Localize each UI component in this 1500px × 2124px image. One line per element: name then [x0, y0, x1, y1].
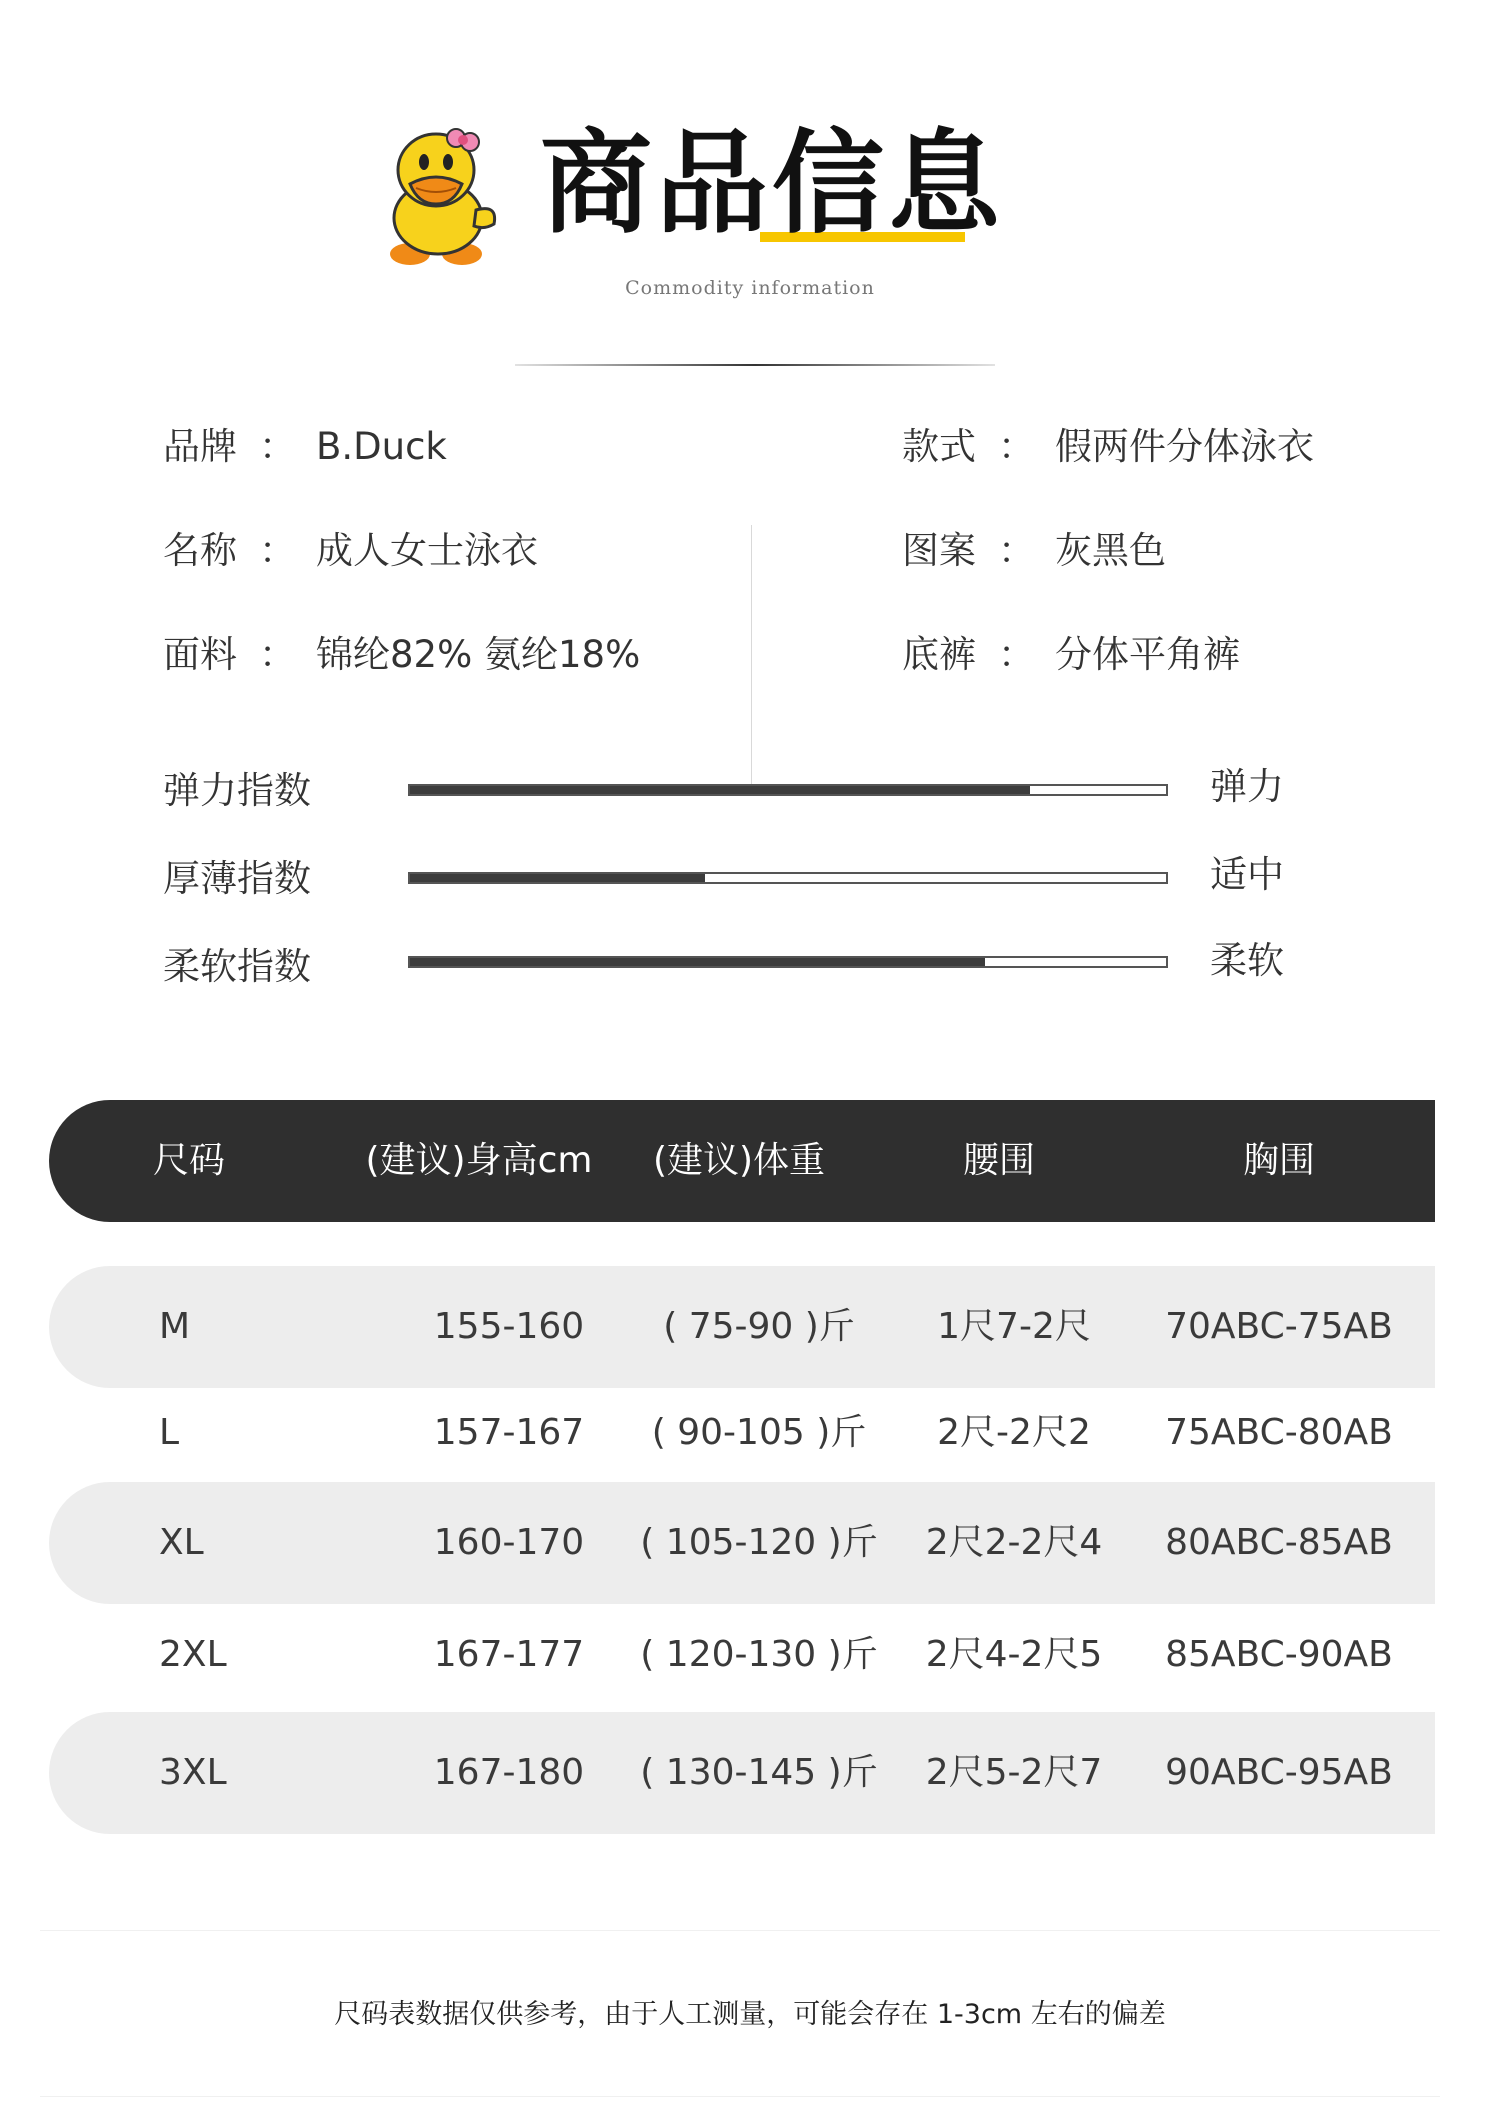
info-value: 假两件分体泳衣 [1055, 425, 1314, 468]
info-colon: ： [998, 529, 1035, 572]
info-label: 名称 [163, 529, 237, 572]
table-row [49, 1594, 1435, 1716]
cell-height: 157-167 [433, 1412, 585, 1453]
info-label: 品牌 [163, 425, 237, 468]
cell-weight: ( 105-120 )斤 [640, 1522, 878, 1563]
page-subtitle: Commodity information [625, 277, 875, 299]
info-value: 成人女士泳衣 [316, 529, 538, 572]
cell-waist: 2尺2-2尺4 [925, 1522, 1103, 1563]
index-bar [408, 784, 1168, 796]
cell-waist: 2尺4-2尺5 [925, 1634, 1103, 1675]
cell-size: L [159, 1412, 180, 1453]
index-bar [408, 956, 1168, 968]
info-value: B.Duck [316, 425, 447, 468]
cell-bust: 70ABC-75AB [1165, 1306, 1393, 1347]
cell-height: 167-180 [433, 1752, 585, 1793]
cell-height: 155-160 [433, 1306, 585, 1347]
page-title: 商品信息 [540, 119, 1004, 249]
info-colon: ： [998, 633, 1035, 676]
info-value: 锦纶82% 氨纶18% [316, 633, 641, 676]
index-value: 弹力 [1210, 765, 1284, 808]
index-bar [408, 872, 1168, 884]
table-row [49, 1372, 1435, 1494]
info-colon: ： [259, 633, 296, 676]
cell-bust: 85ABC-90AB [1165, 1634, 1393, 1675]
cell-waist: 2尺-2尺2 [937, 1412, 1091, 1453]
index-label: 弹力指数 [163, 769, 311, 812]
size-table-footnote: 尺码表数据仅供参考，由于人工测量，可能会存在 1-3cm 左右的偏差 [334, 1999, 1166, 2030]
cell-bust: 80ABC-85AB [1165, 1522, 1393, 1563]
cell-bust: 90ABC-95AB [1165, 1752, 1393, 1793]
size-table-header [49, 1100, 1435, 1222]
column-header-weight: (建议)体重 [652, 1140, 826, 1181]
cell-size: 2XL [159, 1634, 227, 1675]
info-pattern [902, 529, 1166, 572]
column-header-size: 尺码 [152, 1140, 225, 1181]
info-column-divider [751, 525, 752, 785]
info-label: 底裤 [902, 633, 976, 676]
column-header-height: (建议)身高cm [365, 1140, 593, 1181]
cell-height: 160-170 [433, 1522, 585, 1563]
info-value: 分体平角裤 [1055, 633, 1240, 676]
footnote-bottom-rule [40, 2096, 1440, 2097]
column-header-waist: 腰围 [962, 1140, 1035, 1181]
info-bottom [902, 633, 1240, 676]
cell-weight: ( 120-130 )斤 [640, 1634, 878, 1675]
table-row [49, 1266, 1435, 1388]
info-colon: ： [998, 425, 1035, 468]
table-row [49, 1482, 1435, 1604]
index-value: 适中 [1210, 853, 1284, 896]
cell-size: M [159, 1306, 191, 1347]
info-colon: ： [259, 425, 296, 468]
info-colon: ： [259, 529, 296, 572]
header-divider [515, 364, 995, 366]
info-name [163, 529, 538, 572]
info-value: 灰黑色 [1055, 529, 1166, 572]
info-label: 款式 [902, 425, 976, 468]
info-label: 面料 [163, 633, 237, 676]
page-header [0, 0, 1500, 380]
cell-weight: ( 130-145 )斤 [640, 1752, 878, 1793]
column-header-bust: 胸围 [1242, 1140, 1315, 1181]
info-brand [163, 425, 447, 468]
info-style [902, 425, 1314, 468]
footnote-top-rule [40, 1930, 1440, 1931]
index-value: 柔软 [1210, 939, 1284, 982]
cell-weight: ( 90-105 )斤 [651, 1412, 867, 1453]
info-label: 图案 [902, 529, 976, 572]
cell-waist: 1尺7-2尺 [937, 1306, 1091, 1347]
cell-size: 3XL [159, 1752, 227, 1793]
index-bar-fill [410, 958, 985, 966]
info-fabric [163, 633, 641, 676]
cell-weight: ( 75-90 )斤 [663, 1306, 855, 1347]
table-row [49, 1712, 1435, 1834]
cell-height: 167-177 [433, 1634, 585, 1675]
index-bar-fill [410, 786, 1030, 794]
index-label: 厚薄指数 [163, 857, 311, 900]
cell-bust: 75ABC-80AB [1165, 1412, 1393, 1453]
bduck-duck-icon [380, 118, 500, 268]
cell-waist: 2尺5-2尺7 [925, 1752, 1103, 1793]
index-label: 柔软指数 [163, 945, 311, 988]
cell-size: XL [159, 1522, 204, 1563]
index-bar-fill [410, 874, 705, 882]
